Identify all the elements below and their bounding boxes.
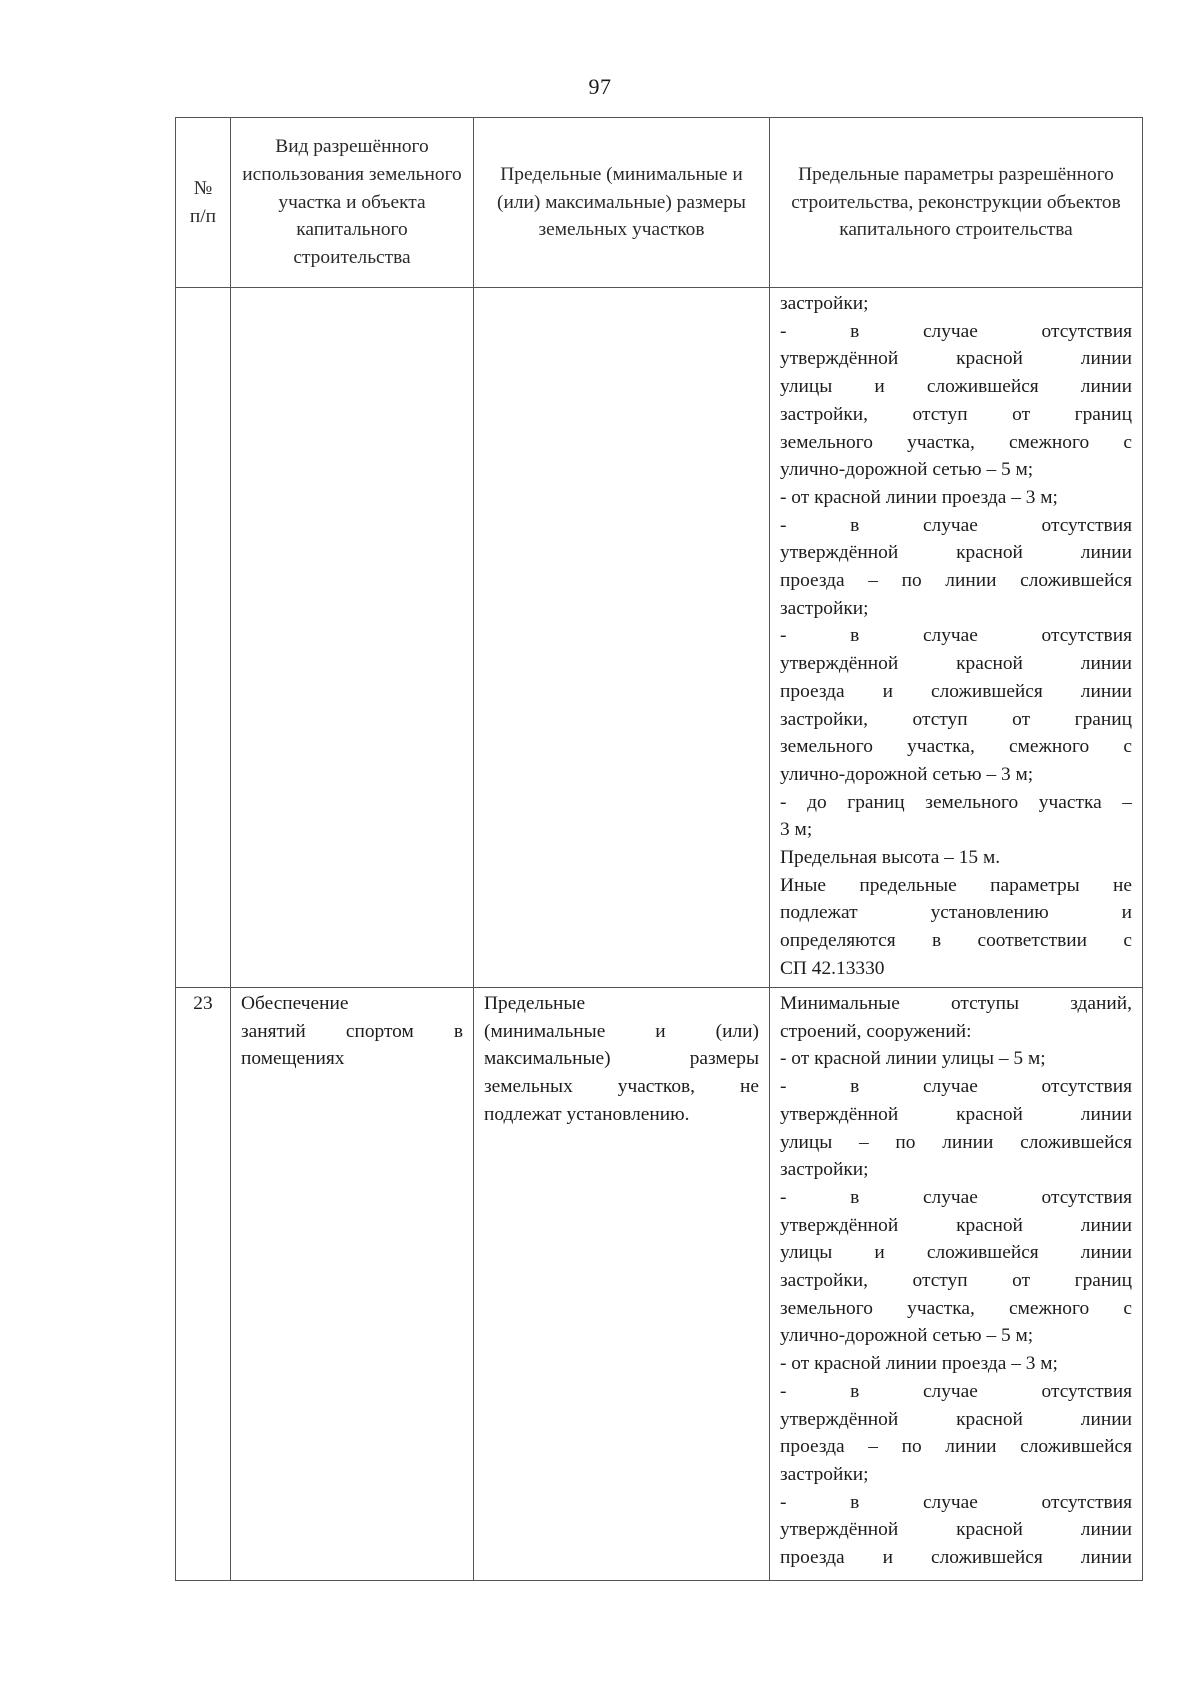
text-line: - в случае отсутствия — [780, 514, 1132, 536]
header-plot-sizes-label: Предельные (минимальные и (или) максимальные) размеры земельных участков — [497, 163, 746, 241]
text-line: застройки, отступ от границ — [780, 708, 1132, 730]
text-line: - в случае отсутствия — [780, 1186, 1132, 1208]
text-line: занятий спортом в — [241, 1020, 463, 1042]
text-line: Иные предельные параметры не — [780, 874, 1132, 896]
header-build-params-label: Предельные параметры разрешённого строительства, реконструкции объектов капитального строительства — [791, 163, 1121, 241]
text-line: проезда – по линии сложившейся — [780, 570, 1132, 592]
text-line: максимальные) размеры — [484, 1048, 759, 1070]
row-number: 23 — [193, 993, 213, 1014]
text-line: СП 42.13330 — [780, 957, 885, 979]
text-line: - до границ земельного участка – — [780, 791, 1132, 813]
text-line: застройки; — [780, 1159, 869, 1181]
row-number-cell — [176, 288, 231, 988]
row-number-cell — [176, 988, 231, 1581]
text-line: улицы и сложившейся линии — [780, 376, 1132, 398]
text-line: застройки, отступ от границ — [780, 1270, 1132, 1292]
text-line: застройки; — [780, 1463, 869, 1485]
text-line: утверждённой красной линии — [780, 653, 1132, 675]
table-row — [176, 288, 1143, 988]
text-line: проезда и сложившейся линии — [780, 1547, 1132, 1569]
text-line: - в случае отсутствия — [780, 320, 1132, 342]
text-line: 3 м; — [780, 819, 813, 841]
text-line: подлежат установлению. — [484, 1103, 690, 1125]
header-use-type-label: Вид разрешённого использования земельного участка и объекта капитального строительства — [242, 136, 462, 269]
text-line: - от красной линии проезда – 3 м; — [780, 1353, 1058, 1375]
text-line: застройки; — [780, 597, 869, 619]
text-line: подлежат установлению и — [780, 902, 1132, 924]
text-line: помещениях — [241, 1048, 345, 1070]
text-line: земельных участков, не — [484, 1076, 759, 1098]
text-line: Обеспечение — [241, 993, 349, 1014]
page-number: 97 — [588, 74, 612, 99]
use-type-cell — [231, 288, 474, 988]
header-plot-sizes — [474, 118, 770, 288]
text-line: утверждённой красной линии — [780, 1408, 1132, 1430]
text-line: строений, сооружений: — [780, 1020, 972, 1042]
text-line: определяются в соответствии с — [780, 930, 1132, 952]
header-number — [176, 118, 231, 288]
text-line: земельного участка, смежного с — [780, 431, 1132, 453]
text-line: улично-дорожной сетью – 5 м; — [780, 459, 1034, 481]
plot-sizes-cell — [474, 988, 770, 1581]
text-line: улично-дорожной сетью – 5 м; — [780, 1325, 1034, 1347]
plot-sizes-cell — [474, 288, 770, 988]
table-header-row — [176, 118, 1143, 288]
header-use-type — [231, 118, 474, 288]
table-row — [176, 988, 1143, 1581]
text-line: проезда и сложившейся линии — [780, 680, 1132, 702]
regulations-table — [175, 117, 1143, 1581]
text-line: - в случае отсутствия — [780, 1380, 1132, 1402]
text-line: утверждённой красной линии — [780, 1103, 1132, 1125]
text-line: (минимальные и (или) — [484, 1020, 759, 1042]
text-line: Предельная высота – 15 м. — [780, 847, 1001, 869]
text-line: застройки, отступ от границ — [780, 403, 1132, 425]
text-line: Предельные — [484, 993, 586, 1014]
use-type-cell — [231, 988, 474, 1581]
text-line: - в случае отсутствия — [780, 625, 1132, 647]
text-line: - от красной линии проезда – 3 м; — [780, 486, 1058, 508]
text-line: земельного участка, смежного с — [780, 1297, 1132, 1319]
text-line: земельного участка, смежного с — [780, 736, 1132, 758]
text-line: - в случае отсутствия — [780, 1491, 1132, 1513]
header-number-label: № п/п — [189, 177, 217, 227]
text-line: улицы и сложившейся линии — [780, 1242, 1132, 1264]
header-build-params — [770, 118, 1143, 288]
build-params-cell — [770, 288, 1143, 988]
text-line: утверждённой красной линии — [780, 348, 1132, 370]
text-line: утверждённой красной линии — [780, 1214, 1132, 1236]
text-line: Минимальные отступы зданий, — [780, 993, 1132, 1014]
text-line: застройки; — [780, 293, 869, 314]
text-line: - от красной линии улицы – 5 м; — [780, 1048, 1046, 1070]
text-line: - в случае отсутствия — [780, 1076, 1132, 1098]
text-line: улицы – по линии сложившейся — [780, 1131, 1132, 1153]
text-line: утверждённой красной линии — [780, 1519, 1132, 1541]
build-params-cell — [770, 988, 1143, 1581]
text-line: улично-дорожной сетью – 3 м; — [780, 763, 1034, 785]
text-line: утверждённой красной линии — [780, 542, 1132, 564]
text-line: проезда – по линии сложившейся — [780, 1436, 1132, 1458]
